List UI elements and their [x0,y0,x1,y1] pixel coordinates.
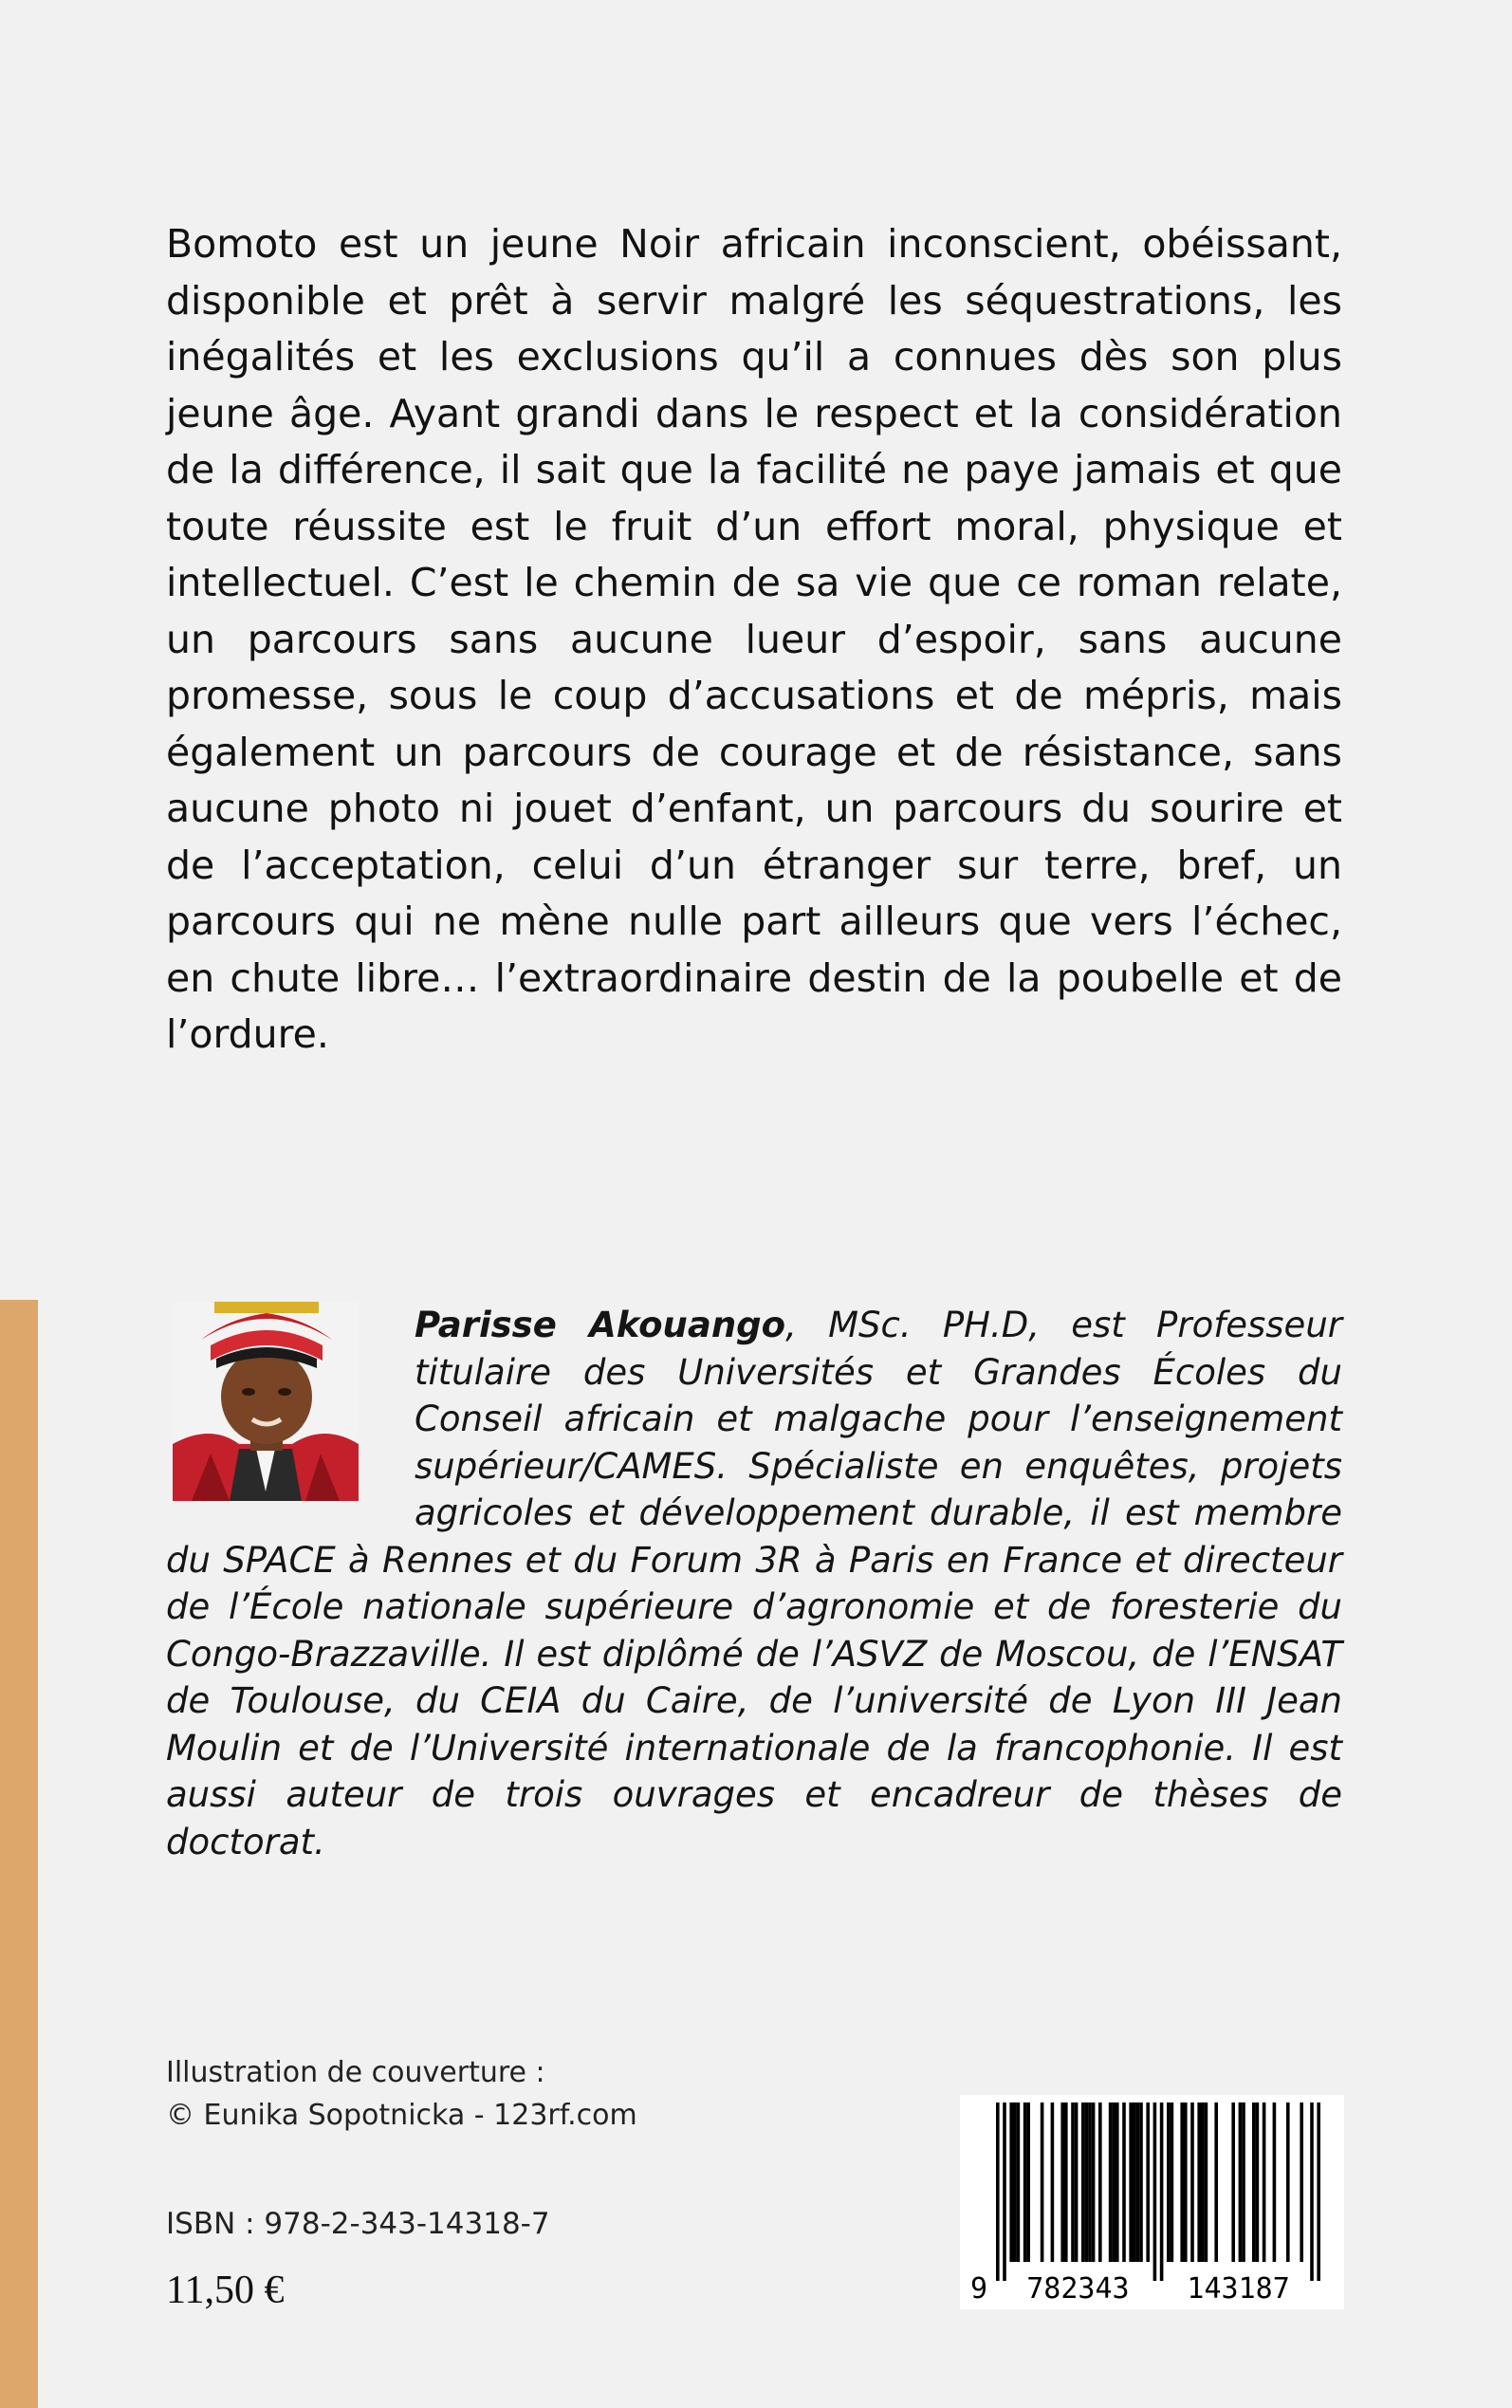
barcode-bar [996,2102,1000,2281]
barcode-bar [1201,2102,1205,2262]
barcode-bar [1146,2102,1150,2262]
photo-spacer [166,1302,415,1529]
barcode-bar [1133,2102,1136,2262]
barcode-bar [1252,2102,1256,2262]
barcode-bar [1023,2102,1027,2262]
barcode-bar [1190,2102,1194,2262]
barcode-bar [1205,2102,1208,2262]
isbn-number: ISBN : 978-2-343-14318-7 [166,2207,550,2241]
illustration-source: © Eunika Sopotnicka - 123rf.com [166,2099,637,2132]
barcode-bar [1263,2102,1266,2262]
barcode-bar [1064,2102,1068,2262]
barcode-bar [1160,2102,1164,2281]
barcode-bar [1300,2102,1303,2262]
barcode-bar [1060,2102,1064,2262]
barcode-bar [1122,2102,1126,2262]
barcode-bar [1184,2102,1188,2262]
barcode-first-digit: 9 [969,2272,988,2306]
barcode-bar [1273,2102,1277,2262]
barcode-bar [1041,2102,1044,2262]
book-summary: Bomoto est un jeune Noir africain inconscient, obéissant, disponible et prêt à servir malgré les séquestrations, les inégalités et les exclusions qu’il a connues dès son plus jeune âge. Ayant grandi dans le respect et la considération de la différence, il sait que la facilité ne paye jamais et que toute réussite est le fruit d’un effort moral, physique et intellectuel. C’est le chemin de sa vie que ce roman relate, un parcours sans aucune lueur d’espoir, sans aucune promesse, sous le coup d’accusations et de mépris, mais également un parcours de courage et de résistance, sans aucune photo ni jouet d’enfant, un parcours du sourire et de l’acceptation, celui d’un étranger sur terre, bref, un parcours qui ne mène nulle part ailleurs que vers l’échec, en chute libre… l’extraordinaire destin de la poubelle et de l’ordure. [166,221,1342,1057]
barcode-bar [1139,2102,1143,2262]
barcode-bar [1003,2102,1006,2281]
barcode-bar [1009,2102,1013,2262]
barcode-bar [1286,2102,1290,2262]
ean-barcode [960,2095,1344,2309]
barcode-bar [1317,2102,1320,2281]
barcode-bar [1256,2102,1260,2262]
barcode-bar [1088,2102,1092,2262]
barcode-bar [1136,2102,1140,2262]
barcode-bar [1098,2102,1102,2262]
barcode-bar [1239,2102,1243,2262]
barcode-bar [1085,2102,1089,2262]
barcode-left-digits: 782343 [1026,2272,1130,2306]
barcode-bar [1017,2102,1021,2262]
barcode-bar [1231,2102,1235,2262]
author-name: Parisse Akouango [415,1305,786,1345]
barcode-bar [1197,2102,1201,2262]
barcode-bar [1180,2102,1184,2262]
barcode-bar [1112,2102,1116,2262]
barcode-bar [1129,2102,1133,2262]
barcode-bar [1109,2102,1113,2262]
barcode-bar [1026,2102,1030,2262]
barcode-bar [1092,2102,1096,2262]
barcode-right-digits: 143187 [1187,2272,1290,2306]
illustration-label: Illustration de couverture : [166,2056,545,2089]
barcode-bar [1051,2102,1055,2262]
barcode-bar [1013,2102,1017,2262]
price-label: 11,50 € [166,2269,285,2312]
barcode-bar [1116,2102,1119,2262]
author-bio-text: , MSc. PH.D, est Professeur titulaire des Universités et Grandes Écoles du Conseil africain et malgache pour l’enseignement supérieur/CAMES. Spécialiste en enquêtes, projets agricoles et développement durable, il est membre du SPACE à Rennes et du Forum 3R à Paris en France et directeur de l’École nationale supérieure d’agronomie et de foresterie du Congo-Brazzaville. Il est diplômé de l’ASVZ de Moscou, de l’ENSAT de Toulouse, du CEIA du Caire, de l’université de Lyon III Jean Moulin et de l’Université internationale de la francophonie. Il est aussi auteur de trois ouvrages et encadreur de thèses de doctorat. [166,1305,1342,1862]
barcode-bar [1310,2102,1314,2281]
barcode-bar [1171,2102,1174,2262]
barcode-bar [1153,2102,1157,2281]
barcode-graphic [960,2095,1344,2309]
barcode-bar [1081,2102,1085,2262]
author-biography [166,1302,1342,1865]
barcode-bar [1167,2102,1171,2262]
barcode-bar [1071,2102,1075,2262]
barcode-bar [1214,2102,1218,2262]
barcode-bar [1242,2102,1245,2262]
accent-side-bar [0,1300,38,2408]
barcode-bar [1075,2102,1079,2262]
illustration-credits [166,2051,637,2137]
